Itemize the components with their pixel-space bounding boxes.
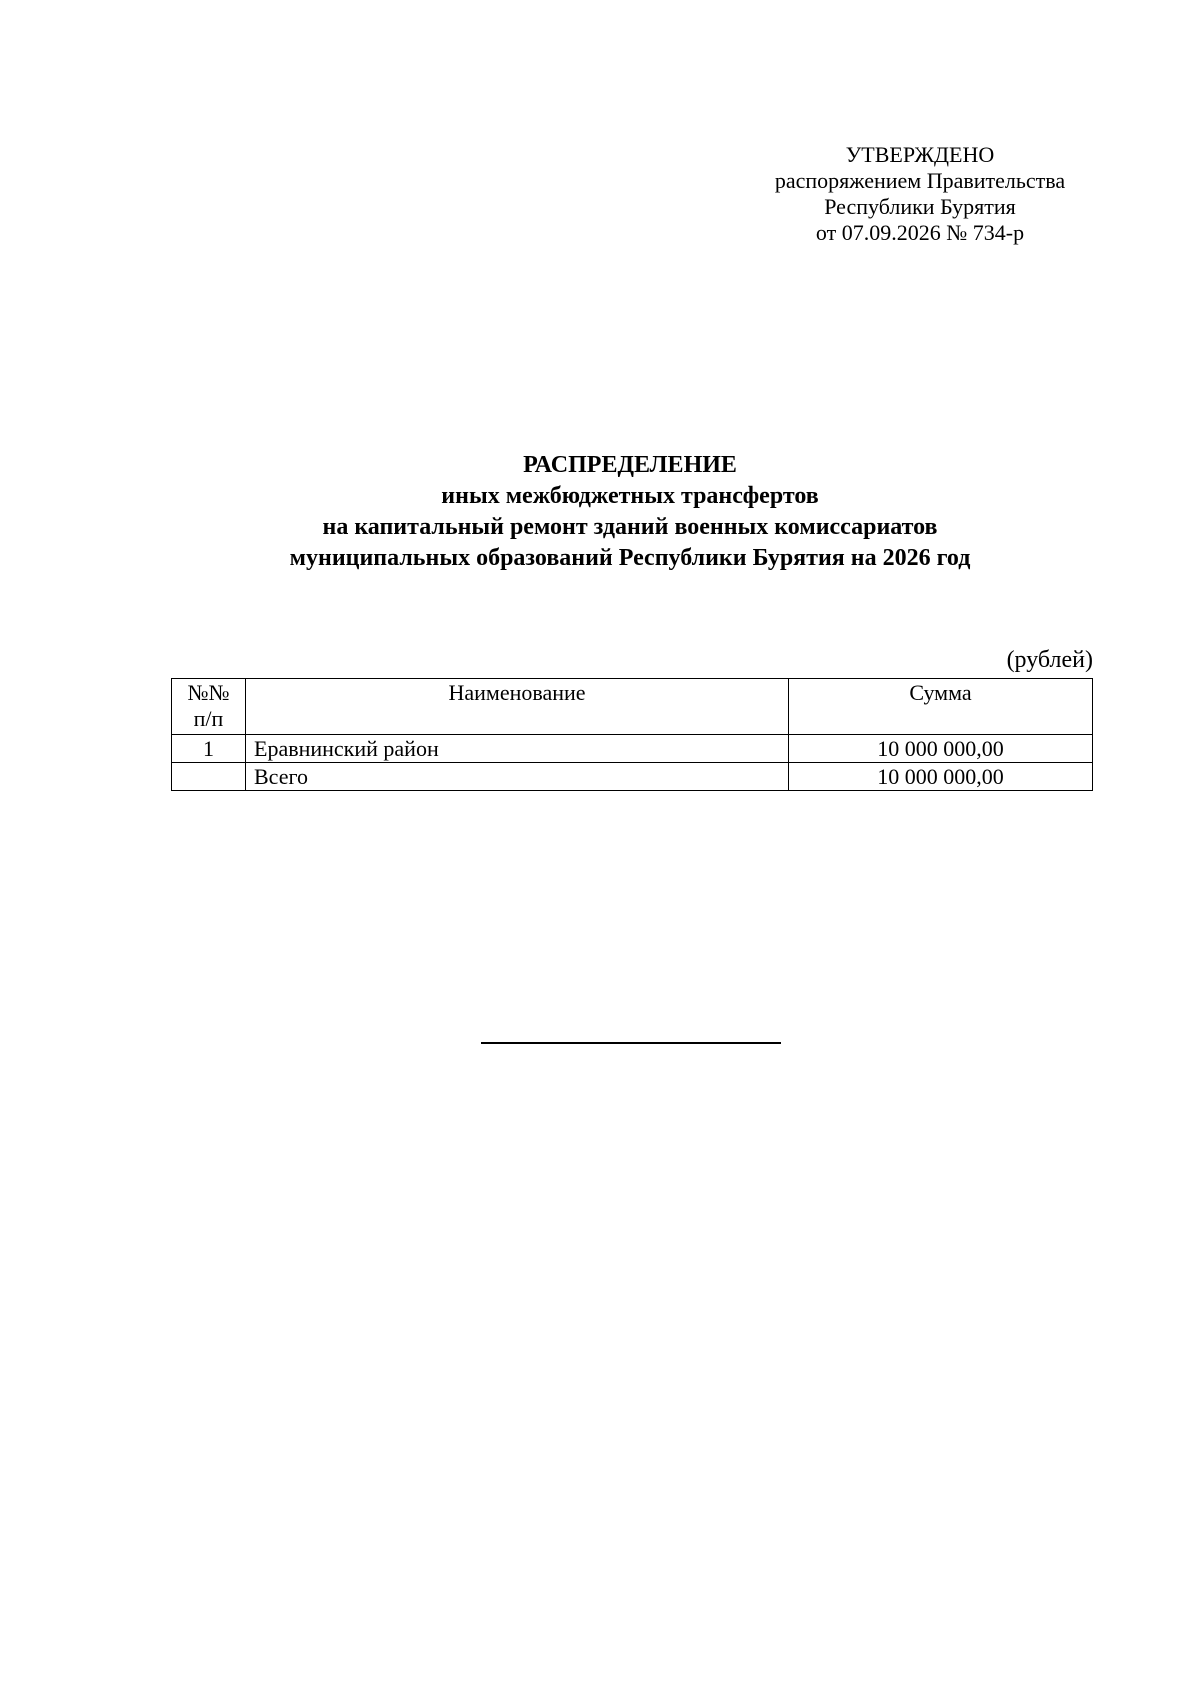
approval-region: Республики Бурятия [824,194,1016,219]
table-header-row [172,679,1093,735]
header-name: Наименование [246,679,789,735]
approval-date-number: от 07.09.2026 № 734-р [815,220,1025,245]
row-sum: 10 000 000,00 [789,735,1093,763]
approval-heading: УТВЕРЖДЕНО [845,142,995,167]
closing-rule-divider [481,1042,781,1044]
title-line-3: на капитальный ремонт зданий военных комиссариатов [322,514,938,540]
table-total-row [172,763,1093,791]
distribution-table [171,678,1093,791]
header-sum: Сумма [789,679,1093,735]
table-row [172,735,1093,763]
units-label: (рублей) [1006,647,1093,673]
title-line-2: иных межбюджетных трансфертов [441,483,819,509]
total-label: Всего [246,763,789,791]
approval-block [750,142,1090,246]
header-number-line-1: №№ [187,680,230,705]
approval-authority: распоряжением Правительства [774,168,1066,193]
title-line-4: муниципальных образований Республики Бурятия на 2026 год [289,545,971,571]
header-number-line-2: п/п [193,706,224,731]
row-name: Еравнинский район [246,735,789,763]
document-title [150,450,1110,574]
total-number [172,763,246,791]
row-number: 1 [172,735,246,763]
title-line-1: РАСПРЕДЕЛЕНИЕ [523,452,737,478]
header-number [172,679,246,735]
total-sum: 10 000 000,00 [789,763,1093,791]
